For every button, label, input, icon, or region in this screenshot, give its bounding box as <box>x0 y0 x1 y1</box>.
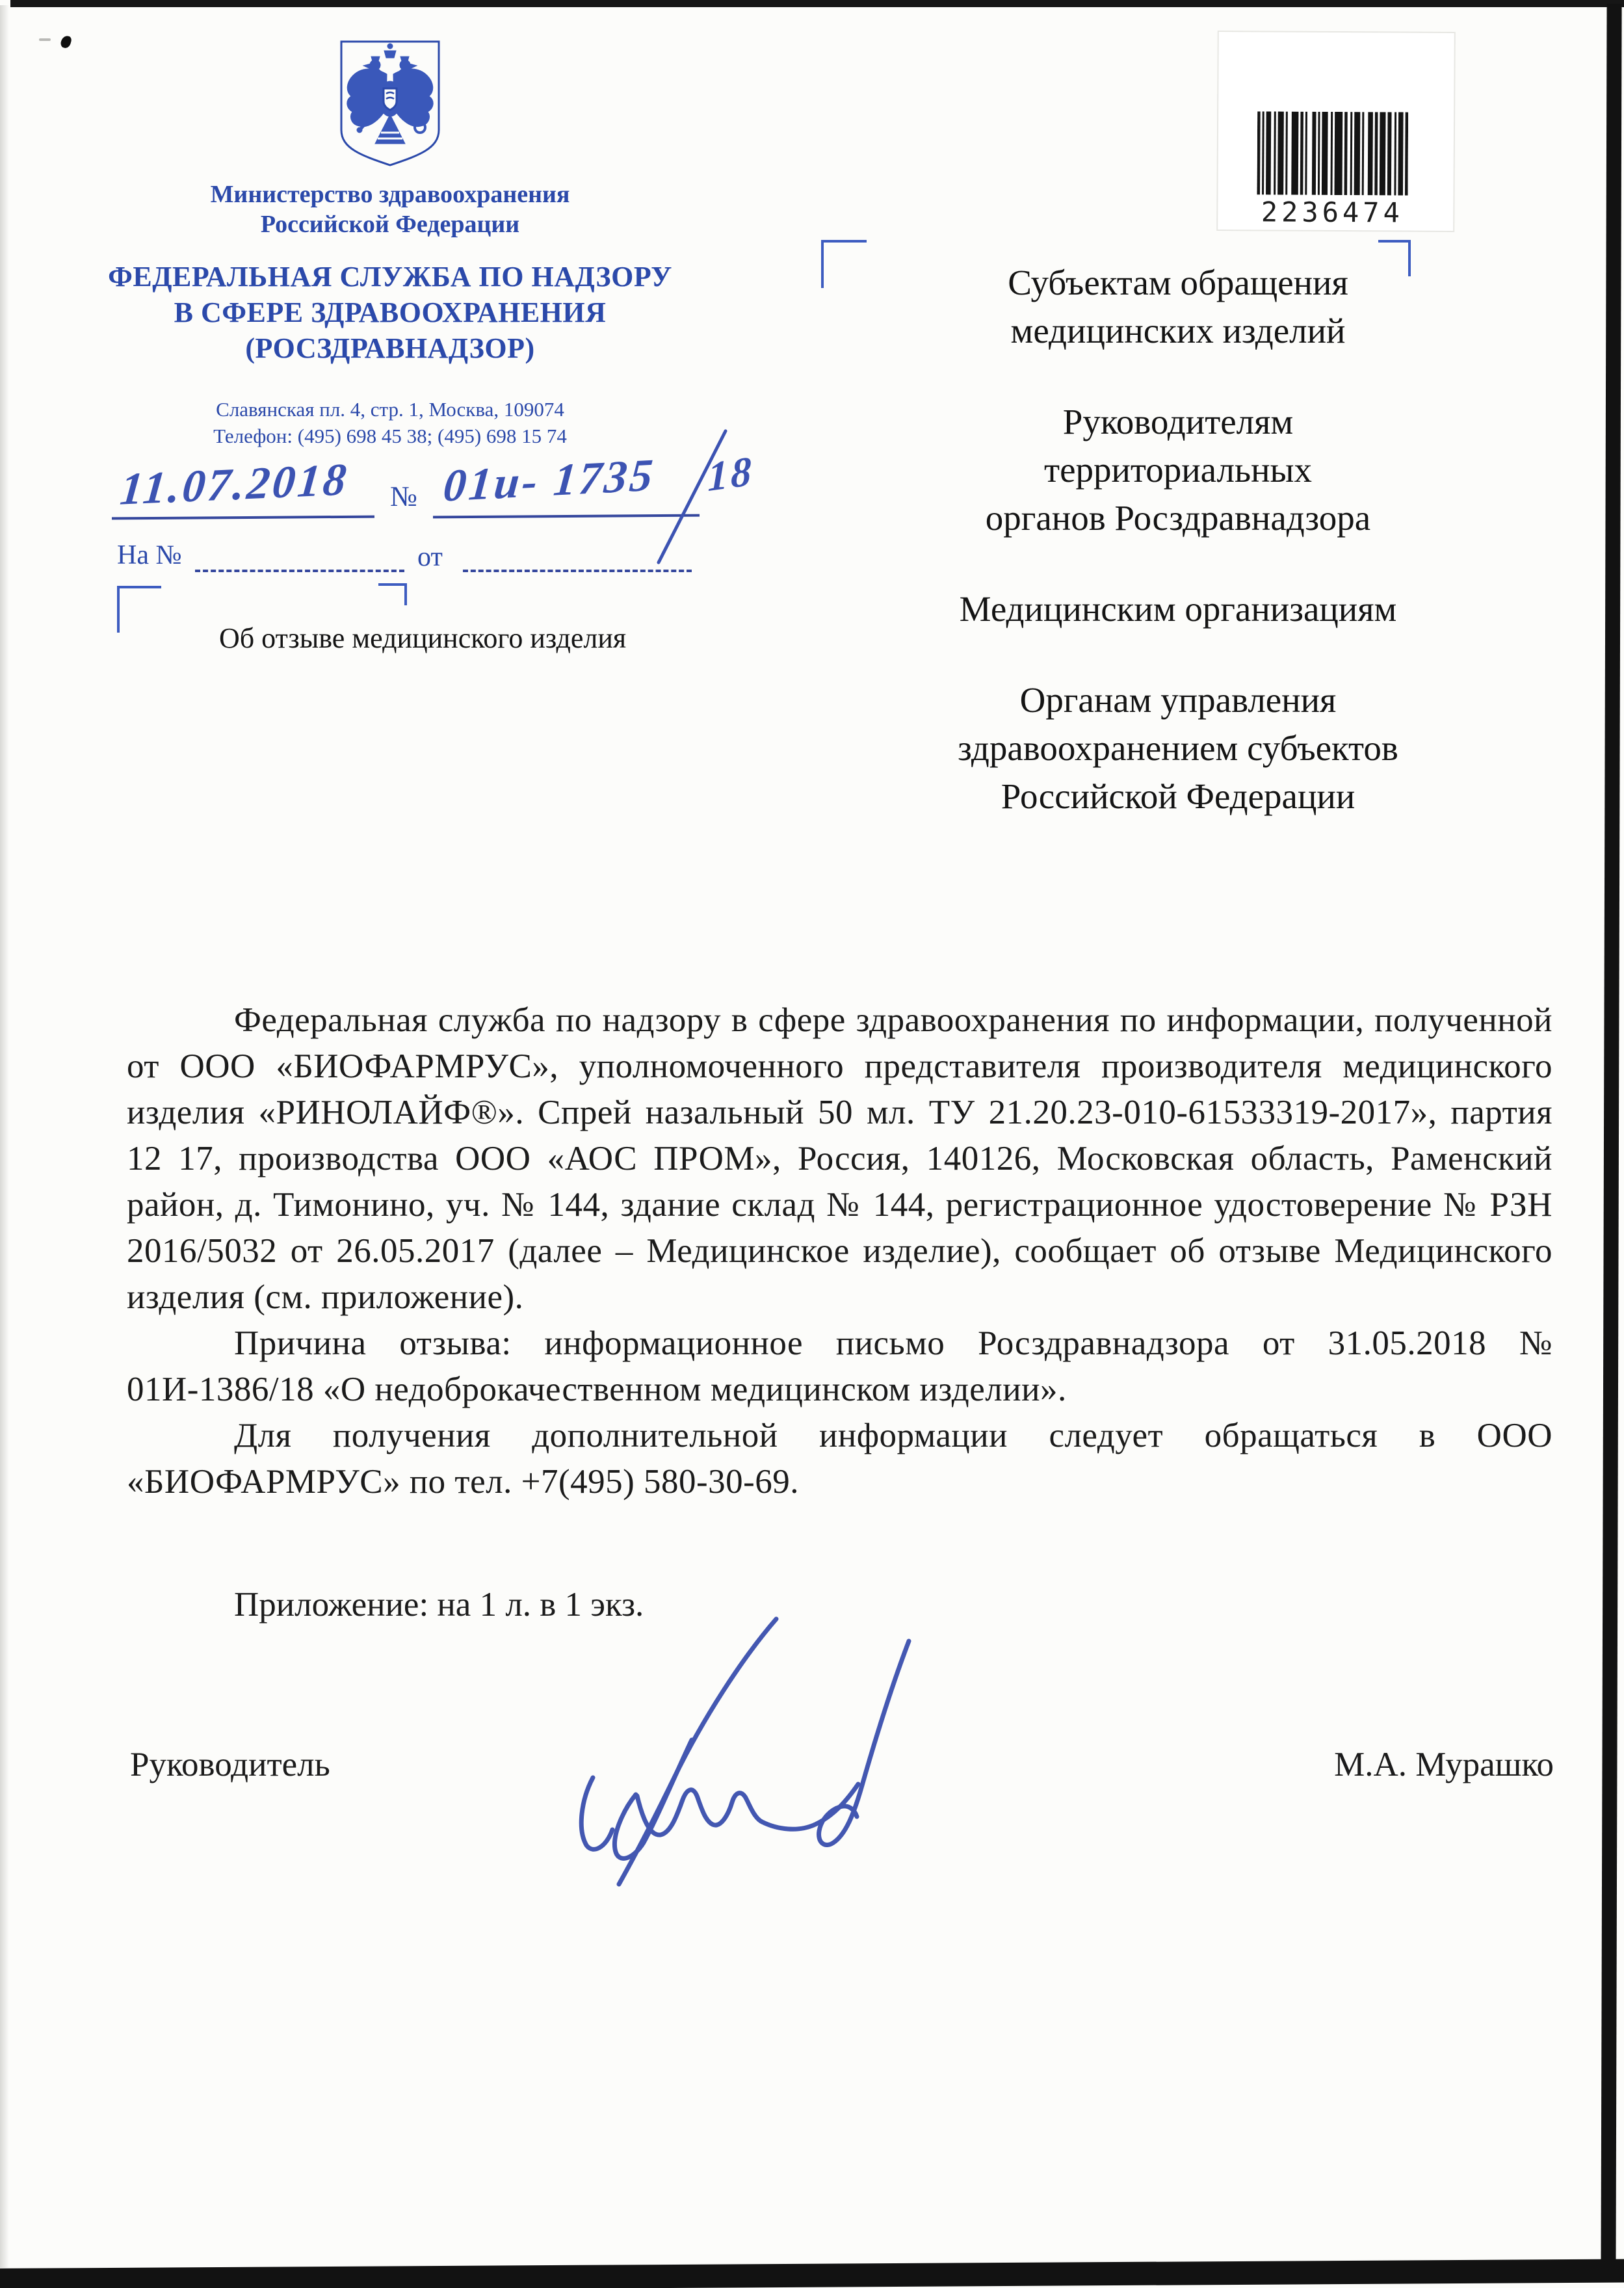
org-contact-block <box>91 396 689 449</box>
service-line: (РОСЗДРАВНАДЗОР) <box>245 332 535 364</box>
org-phone: Телефон: (495) 698 45 38; (495) 698 15 74 <box>213 425 567 447</box>
org-address: Славянская пл. 4, стр. 1, Москва, 109074 <box>216 398 564 421</box>
subject-line: Об отзыве медицинского изделия <box>219 622 627 654</box>
service-line: В СФЕРЕ ЗДРАВООХРАНЕНИЯ <box>174 296 607 328</box>
signoff-name: М.А. Мурашко <box>1334 1746 1554 1783</box>
reply-to-label: На № <box>117 540 182 570</box>
letter-date-handwritten: 11.07.2018 <box>118 454 351 515</box>
ink-smudge <box>39 38 51 41</box>
number-sign: № <box>390 480 417 512</box>
ink-blot <box>60 34 72 49</box>
service-name <box>91 259 689 366</box>
addressee-line: медицинских изделий <box>1010 311 1346 350</box>
subject-corner-bracket-left <box>117 586 161 633</box>
addressee-line: Российской Федерации <box>1001 776 1356 816</box>
addressee-line: территориальных <box>1044 450 1312 490</box>
scan-edge-bottom <box>0 2259 1624 2288</box>
signoff-title: Руководитель <box>130 1746 330 1783</box>
reply-number-underline <box>195 570 404 572</box>
letterhead <box>91 38 689 449</box>
addressee-line: Субъектам обращения <box>1008 263 1348 302</box>
scan-edge-top <box>10 0 1624 7</box>
from-label: от <box>417 542 443 572</box>
ministry-line: Министерство здравоохранения <box>210 181 570 208</box>
barcode-label <box>1218 32 1454 231</box>
number-underline <box>433 514 700 519</box>
body-paragraph: Федеральная служба по надзору в сфере здравоохранения по информации, полученной от ООО «БИОФАРМРУС», уполномоченного представителя производителя медицинского изделия «РИНОЛАЙФ®». Спрей назальный 50 мл. ТУ 21.20.23-010-61533319-2017», партия 12 17, производства ООО «АОС ПРОМ», Россия, 140126, Московская область, Раменский район, д. Тимонино, уч. № 144, здание склад № 144, регистрационное удостоверение № РЗН 2016/5032 от 26.05.2017 (далее – Медицинское изделие), сообщает об отзыве Медицинского изделия (см. приложение). <box>127 1001 1552 1316</box>
signature-scribble <box>553 1601 936 1893</box>
ministry-line: Российской Федерации <box>260 211 520 238</box>
addressee-group <box>840 259 1516 355</box>
scan-edge-left-shade <box>0 5 9 2268</box>
addressee-block <box>840 259 1516 863</box>
letter-number-suffix-handwritten: 18 <box>707 447 754 501</box>
addressee-line: Медицинским организациям <box>959 589 1397 629</box>
from-date-underline <box>463 570 692 572</box>
barcode-number: 2236474 <box>1261 196 1404 229</box>
addressee-group <box>840 398 1516 542</box>
addressee-line: Руководителям <box>1062 402 1294 441</box>
addressee-line: Органам управления <box>1019 680 1337 720</box>
addressee-group <box>840 585 1516 633</box>
body-paragraph: Причина отзыва: информационное письмо Росздравнадзора от 31.05.2018 № 01И-1386/18 «О недоброкачественном медицинском изделии». <box>127 1324 1552 1408</box>
date-underline <box>112 516 374 520</box>
attachment-line: Приложение: на 1 л. в 1 экз. <box>234 1586 644 1624</box>
russia-coat-of-arms-icon <box>334 38 446 169</box>
ministry-name <box>91 179 689 239</box>
barcode-icon <box>1257 111 1408 195</box>
scan-edge-right <box>1601 4 1621 2273</box>
addressee-line: здравоохранением субъектов <box>958 728 1398 768</box>
addressee-line: органов Росздравнадзора <box>985 498 1371 538</box>
service-line: ФЕДЕРАЛЬНАЯ СЛУЖБА ПО НАДЗОРУ <box>108 261 672 293</box>
letter-body <box>127 997 1552 1505</box>
addressee-group <box>840 676 1516 821</box>
body-paragraph: Для получения дополнительной информации следует обращаться в ООО «БИОФАРМРУС» по тел. +7(495) 580-30-69. <box>127 1417 1552 1501</box>
subject-corner-bracket-right <box>378 583 407 605</box>
letter-number-handwritten: 01и- 1735 <box>441 450 657 512</box>
